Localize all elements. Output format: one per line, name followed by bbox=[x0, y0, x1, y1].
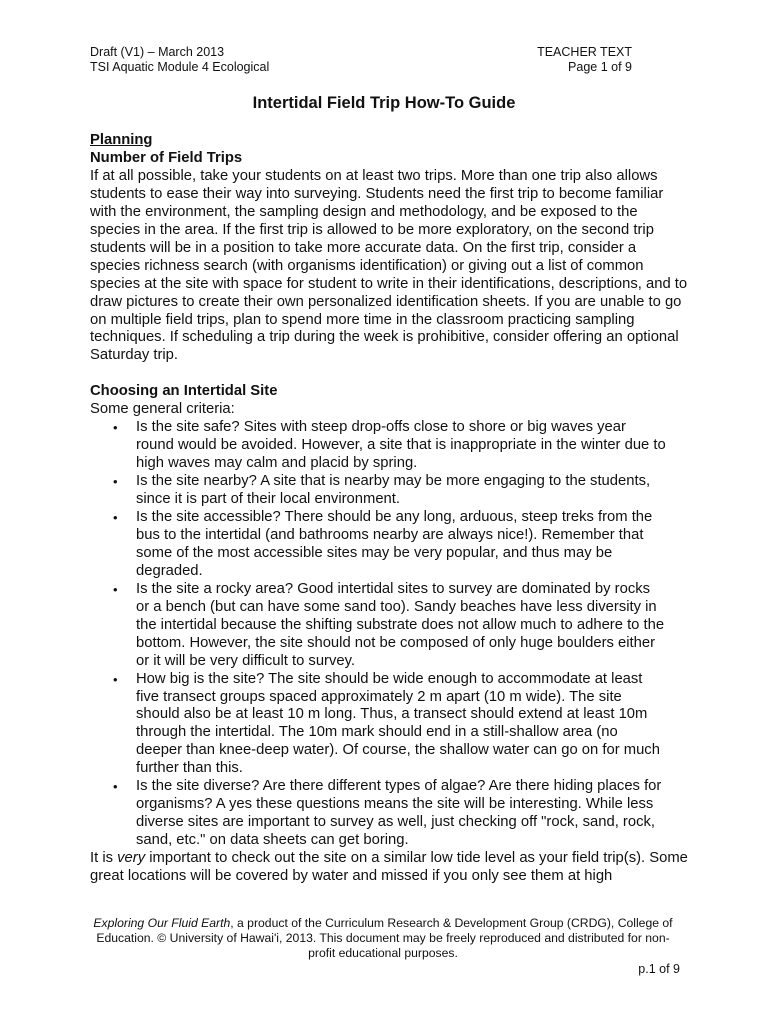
list-item-text: Is the site a rocky area? Good intertidal sites to survey are dominated by rocks or a bench (but can have some sand too). Sandy beaches have less diversity in the intertidal because the shifting substrate does not allow much to adhere to the bottom. However, the site should not be composed of only huge boulders either or it will be very difficult to survey. bbox=[136, 580, 665, 669]
header-row-2 bbox=[90, 60, 632, 75]
bullet-icon: • bbox=[113, 581, 118, 597]
closing-prefix: It is bbox=[90, 850, 118, 867]
list-item-text: Is the site diverse? Are there different types of algae? Are there hiding places for organisms? A yes these questions means the site will be interesting. While less diverse sites are important to survey as well, just checking off "rock, sand, rock, sand, etc." on data sheets can get boring. bbox=[136, 778, 662, 849]
page-footer bbox=[88, 916, 678, 961]
site-intro: Some general criteria: bbox=[90, 401, 235, 418]
draft-label: Draft (V1) – March 2013 bbox=[90, 45, 225, 59]
site-heading: Choosing an Intertidal Site bbox=[90, 383, 278, 400]
list-item bbox=[90, 509, 666, 581]
footer-page-number: p.1 of 9 bbox=[638, 962, 680, 976]
closing-rest: important to check out the site on a similar low tide level as your field trip(s). Some great locations will be covered by water and missed if you only see them at high bbox=[90, 850, 688, 885]
teacher-text-label: TEACHER TEXT bbox=[537, 45, 632, 59]
bullet-icon: • bbox=[113, 420, 118, 436]
list-item-text: Is the site safe? Sites with steep drop-offs close to shore or big waves year round would be avoided. However, a site that is inappropriate in the winter due to high waves may calm and placid by spring. bbox=[136, 419, 666, 472]
document-body bbox=[90, 132, 690, 886]
field-trips-paragraph: If at all possible, take your students on at least two trips. More than one trip also allows students to ease their way into surveying. Students need the first trip to become familiar with the environment, the sampling design and methodology, and be exposed to the species in the area. If the first trip is allowed to be more exploratory, on the second trip students will be in a position to take more accurate data. On the first trip, consider a species richness search (with organisms identification) or giving out a list of common species at the site with space for student to write in their identifications, descriptions, and to draw pictures to create their own personalized identification sheets. If you are unable to go on multiple field trips, plan to spend more time in the classroom practicing sampling techniques. If scheduling a trip during the week is prohibitive, consider offering an optional Saturday trip. bbox=[90, 167, 688, 364]
criteria-list bbox=[90, 419, 690, 850]
section-spacer bbox=[90, 365, 690, 383]
bullet-icon: • bbox=[113, 671, 118, 687]
list-item-text: Is the site nearby? A site that is nearby may be more engaging to the students, since it is part of their local environment. bbox=[136, 473, 651, 508]
document-title: Intertidal Field Trip How-To Guide bbox=[252, 94, 516, 112]
list-item bbox=[90, 473, 666, 509]
header-page-count: Page 1 of 9 bbox=[568, 60, 632, 74]
planning-heading: Planning bbox=[90, 132, 153, 148]
module-label: TSI Aquatic Module 4 Ecological bbox=[90, 60, 270, 74]
page-header bbox=[90, 45, 632, 75]
list-item bbox=[90, 581, 666, 671]
field-trips-subheading: Number of Field Trips bbox=[90, 149, 243, 166]
list-item-text: How big is the site? The site should be wide enough to accommodate at least five transect groups spaced approximately 2 m apart (10 m wide). The site should also be at least 10 m long. Thus, a transect should extend at least 10m through the intertidal. The 10m mark should end in a still-shallow area (no deeper than knee-deep water). Of course, the shallow water can go on for much further than this. bbox=[136, 670, 660, 777]
footer-source-title: Exploring Our Fluid Earth bbox=[93, 916, 231, 930]
bullet-icon: • bbox=[113, 510, 118, 525]
footer-credit: , a product of the Curriculum Research & Development Group (CRDG), College of Education. © University of Hawai'i, 2013. This document may be freely reproduced and distributed for non-profit educational purposes. bbox=[96, 916, 673, 960]
header-row-1 bbox=[90, 45, 632, 60]
list-item bbox=[90, 671, 666, 779]
bullet-icon: • bbox=[113, 474, 118, 490]
list-item bbox=[90, 778, 666, 850]
closing-paragraph bbox=[90, 850, 690, 886]
bullet-icon: • bbox=[113, 779, 118, 795]
list-item bbox=[90, 419, 666, 473]
closing-emphasis: very bbox=[117, 850, 146, 867]
list-item-text: Is the site accessible? There should be any long, arduous, steep treks from the bus to the intertidal (and bathrooms nearby are always nice!). Remember that some of the most accessible sites may be very popular, and thus may be degraded. bbox=[136, 509, 653, 579]
